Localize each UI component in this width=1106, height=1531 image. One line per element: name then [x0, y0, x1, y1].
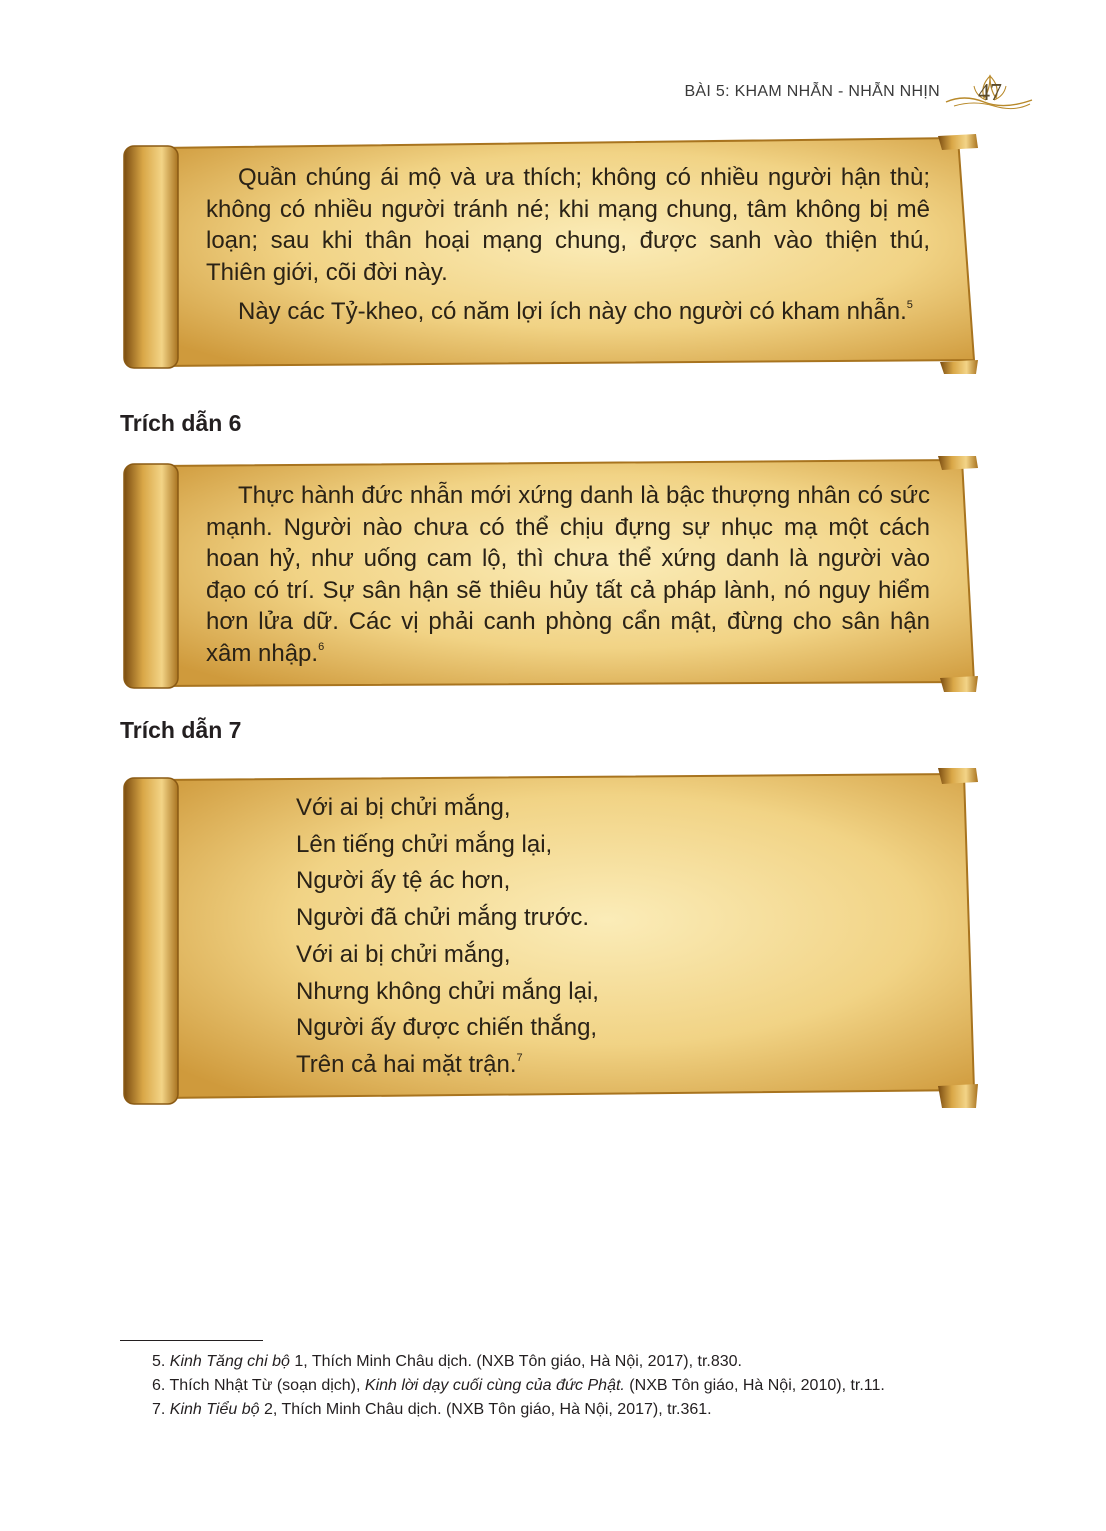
parchment-scroll-quote-7	[118, 768, 980, 1108]
poem-line: Người đã chửi mắng trước.	[296, 904, 590, 932]
footnote-title: Kinh Tiểu bộ	[169, 1401, 260, 1418]
poem-line: Với ai bị chửi mắng,	[296, 794, 511, 821]
page-number-ornament	[944, 72, 1034, 112]
footnotes	[120, 1350, 990, 1422]
poem-line: Lên tiếng chửi mắng lại,	[296, 830, 553, 858]
footnote-5	[120, 1350, 990, 1374]
footnote-number: 5.	[152, 1353, 166, 1370]
footnote-ref-6[interactable]: 6	[318, 640, 325, 653]
page-number: 47	[978, 80, 1002, 106]
footnote-title: Kinh lời dạy cuối cùng của đức Phật.	[364, 1377, 625, 1394]
footnote-citation: 1, Thích Minh Châu dịch. (NXB Tôn giáo, Hà Nội, 2017), tr.830.	[289, 1353, 742, 1370]
page-header	[684, 72, 1034, 112]
footnote-ref-7[interactable]: 7	[516, 1051, 523, 1064]
poem-line-last	[296, 1047, 599, 1084]
parchment-scroll-quote-5	[118, 134, 980, 374]
footnote-citation: 2, Thích Minh Châu dịch. (NXB Tôn giáo, Hà Nội, 2017), tr.361.	[259, 1401, 712, 1418]
quote-5-paragraph-2	[206, 296, 930, 328]
quote-5-paragraph-2-text: Này các Tỷ-kheo, có năm lợi ích này cho người có kham nhẫn.	[238, 298, 907, 325]
section-heading-quote-7: Trích dẫn 7	[120, 717, 242, 743]
parchment-scroll-quote-6	[118, 456, 980, 692]
quote-7-poem	[296, 790, 599, 1084]
quote-6-paragraph	[206, 480, 930, 669]
quote-5-paragraph-1: Quần chúng ái mộ và ưa thích; không có nhiều người hận thù; không có nhiều người tránh né; khi mạng chung, tâm không bị mê loạn; sau khi thân hoại mạng chung, được sanh vào thiện thú, Thiên giới, cõi đời này.	[206, 164, 930, 286]
quote-6-text	[206, 480, 930, 669]
footnote-number: 6.	[152, 1377, 166, 1394]
footnote-number: 7.	[152, 1401, 166, 1418]
section-heading-quote-6: Trích dẫn 6	[120, 410, 242, 436]
poem-line: Người ấy được chiến thắng,	[296, 1014, 598, 1042]
poem-line: Nhưng không chửi mắng lại,	[296, 977, 599, 1005]
footnote-7	[120, 1398, 990, 1422]
footnote-6	[120, 1374, 990, 1398]
quote-6-paragraph-text: Thực hành đức nhẫn mới xứng danh là bậc thượng nhân có sức mạnh. Người nào chưa có thể chịu đựng sự nhục mạ một cách hoan hỷ, như uống cam lộ, thì chưa thể xứng danh là người vào đạo có trí. Sự sân hận sẽ thiêu hủy tất cả pháp lành, nó nguy hiểm hơn lửa dữ. Các vị phải canh phòng cẩn mật, đừng cho sân hận xâm nhập.	[206, 482, 930, 667]
poem-line: Trên cả hai mặt trận.	[296, 1050, 517, 1078]
footnote-title: Kinh Tăng chi bộ	[169, 1353, 290, 1370]
running-title: BÀI 5: KHAM NHẪN - NHẪN NHỊN	[684, 83, 940, 100]
poem-line: Người ấy tệ ác hơn,	[296, 867, 511, 895]
footnote-ref-5[interactable]: 5	[906, 299, 913, 311]
footnote-divider	[120, 1340, 263, 1341]
footnote-citation: (NXB Tôn giáo, Hà Nội, 2010), tr.11.	[624, 1377, 885, 1394]
footnote-author: Thích Nhật Từ (soạn dịch),	[165, 1377, 365, 1394]
poem-line: Với ai bị chửi mắng,	[296, 940, 511, 968]
quote-5-text	[206, 162, 930, 328]
